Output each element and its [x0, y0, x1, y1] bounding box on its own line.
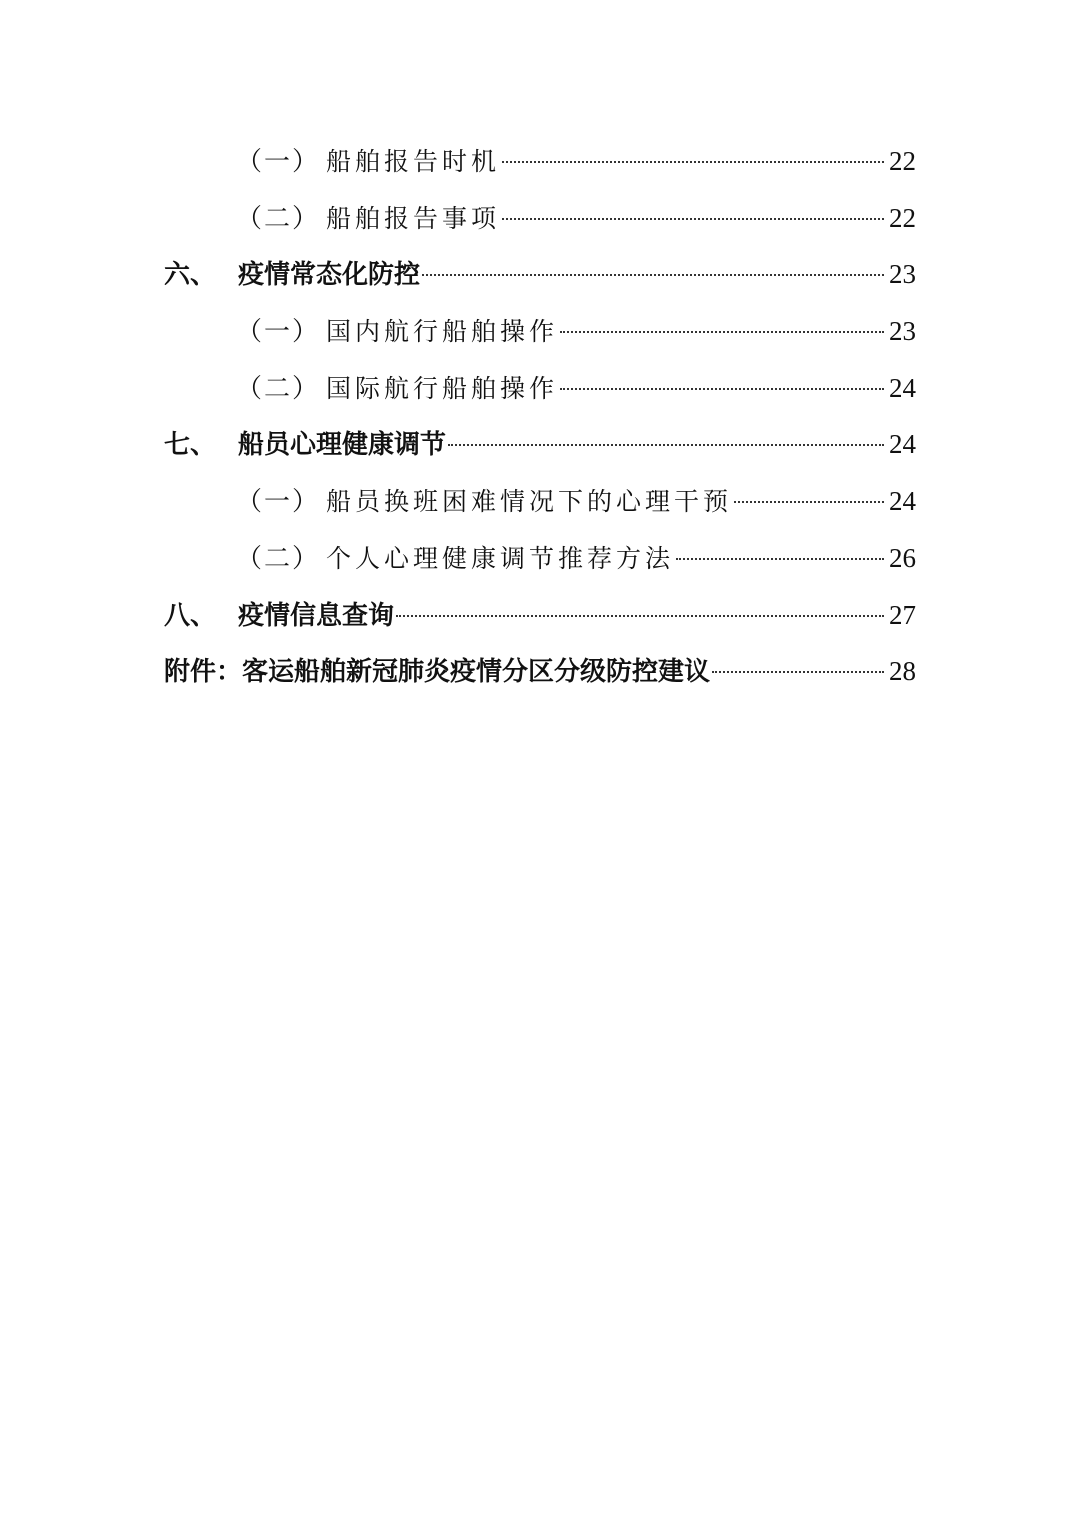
dot-leader [712, 671, 884, 673]
toc-entry-number: 七、 [164, 430, 217, 461]
toc-entry-number: 八、 [164, 600, 217, 631]
dot-leader [422, 274, 884, 276]
toc-entry-page: 27 [889, 599, 916, 630]
dot-leader [560, 388, 884, 390]
toc-entry-title: 附件：客运船舶新冠肺炎疫情分区分级防控建议 [164, 657, 711, 688]
toc-entry-title: 国内航行船舶操作 [326, 317, 559, 347]
toc-entry-page: 22 [889, 146, 916, 176]
toc-entry-number: （二） [236, 203, 321, 234]
dot-leader [502, 218, 884, 220]
toc-entry-title: 个人心理健康调节推荐方法 [326, 543, 675, 573]
toc-entry-title: 船员换班困难情况下的心理干预 [326, 487, 733, 517]
toc-entry-page: 23 [889, 259, 916, 290]
toc-entry-page: 23 [889, 316, 916, 347]
toc-entry-title: 船舶报告时机 [326, 147, 501, 176]
dot-leader [560, 331, 884, 333]
toc-entry[interactable] [164, 190, 916, 247]
toc-entry-page: 24 [889, 486, 916, 517]
dot-leader [676, 558, 884, 560]
toc-entry-page: 28 [889, 656, 916, 687]
toc-entry-title: 疫情信息查询 [238, 600, 395, 631]
toc-entry[interactable] [164, 473, 916, 530]
toc-entry[interactable] [164, 416, 916, 473]
toc-entry-page: 24 [889, 372, 916, 403]
dot-leader [502, 161, 884, 163]
toc-entry-title: 船员心理健康调节 [238, 430, 447, 461]
toc-entry-number: （二） [236, 543, 321, 574]
toc-entry-page: 24 [889, 429, 916, 460]
toc-entry-number: 六、 [164, 260, 217, 291]
toc-entry[interactable] [164, 530, 916, 587]
toc-entry[interactable] [164, 587, 916, 644]
toc-entry-page: 22 [889, 202, 916, 233]
toc-entry-number: （一） [236, 147, 321, 177]
dot-leader [396, 615, 884, 617]
toc-entry-appendix[interactable] [164, 643, 916, 700]
toc-entry-number: （二） [236, 373, 321, 404]
toc-entry[interactable] [164, 133, 916, 190]
dot-leader [448, 444, 884, 446]
toc-entry-title: 疫情常态化防控 [238, 260, 421, 291]
toc-entry[interactable] [164, 360, 916, 417]
toc-entry[interactable] [164, 246, 916, 303]
toc-entry-number: （一） [236, 487, 321, 518]
toc-entry-number: （一） [236, 317, 321, 348]
toc-entry-page: 26 [889, 542, 916, 573]
toc-entry-title: 国际航行船舶操作 [326, 373, 559, 403]
toc-entry-title: 船舶报告事项 [326, 203, 501, 233]
table-of-contents [164, 133, 916, 700]
toc-entry[interactable] [164, 303, 916, 360]
dot-leader [734, 501, 884, 503]
